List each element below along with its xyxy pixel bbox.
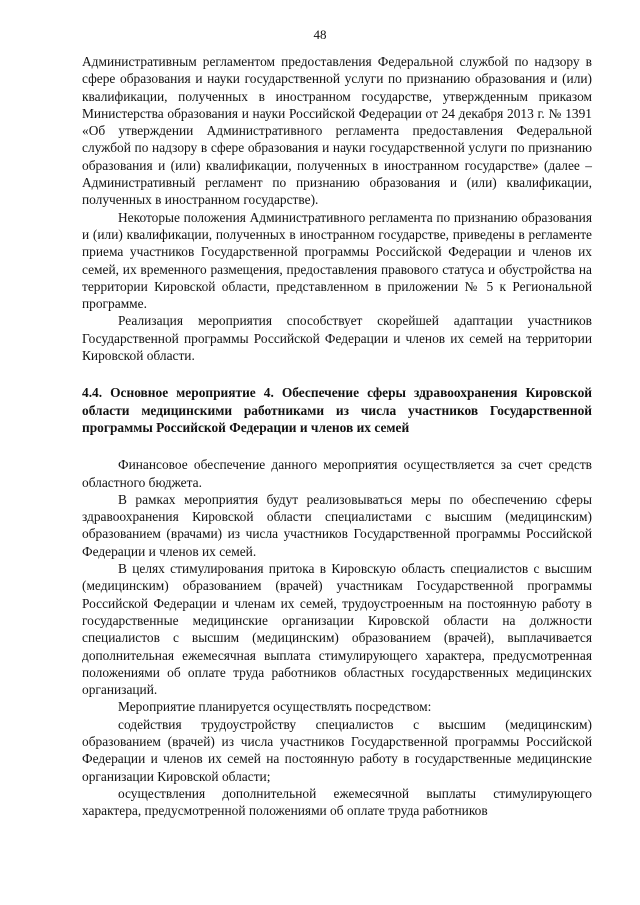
section-heading: 4.4. Основное мероприятие 4. Обеспечение сферы здравоохранения Кировской области медицинскими работниками из числа участников Государственной программы Российской Федерации и членов их семей [82, 385, 592, 435]
paragraph-financing: Финансовое обеспечение данного мероприятия осуществляется за счет средств областного бюджета. [82, 457, 592, 490]
list-item-additional-payment: осуществления дополнительной ежемесячной выплаты стимулирующего характера, предусмотренной положениями об оплате труда работников [82, 785, 592, 819]
paragraph-stimulation: В целях стимулирования притока в Кировскую область специалистов с высшим (медицинским) образованием (врачей) участникам Государственной программы Российской Федерации и членам их семей, трудоустроенным на постоянную работу в государственные медицинские организации Кировской области на должности специалистов с высшим (медицинским) образованием (врачей), выплачивается дополнительная ежемесячная выплата стимулирующего характера, предусмотренная положениями об оплате труда работников областных государственных медицинских организаций. [82, 561, 592, 698]
paragraph-measures: В рамках мероприятия будут реализовываться меры по обеспечению сферы здравоохранения Кировской области специалистами с высшим (медицинским) образованием (врачами) из числа участников Государственной программы Российской Федерации и членов их семей. [82, 491, 592, 559]
paragraph-adaptation: Реализация мероприятия способствует скорейшей адаптации участников Государственной программы Российской Федерации и членов их семей на территории Кировской области. [82, 313, 592, 364]
paragraph-regulation-reference: Административным регламентом предоставления Федеральной службой по надзору в сфере образования и науки государственной услуги по признанию образования и (или) квалификации, полученных в иностранном государстве, утвержденным приказом Министерства образования и науки Российской Федерации от 24 декабря 2013 г. № 1391 «Об утверждении Административного регламента предоставления Федеральной службой по надзору в сфере образования и науки государственной услуги по признанию образования и (или) квалификации, полученных в иностранном государстве» (далее – Административный регламент по признанию образования и (или) квалификации, полученных в иностранном государстве). [82, 54, 592, 208]
document-body [82, 53, 592, 819]
page-number: 48 [313, 27, 327, 42]
paragraph-means: Мероприятие планируется осуществлять посредством: [118, 699, 432, 715]
list-item-employment-assistance: содействия трудоустройству специалистов с высшим (медицинским) образованием (врачей) из числа участников Государственной программы Российской Федерации и членов их семей на постоянную работу в государственные медицинские организации Кировской области; [82, 716, 592, 784]
paragraph-regulation-provisions: Некоторые положения Административного регламента по признанию образования и (или) квалификации, полученных в иностранном государстве, приведены в регламенте приема участников Государственной программы Российской Федерации и членов их семей, их временного размещения, предоставления правового статуса и обустройства на территории Кировской области, представленном в приложении № 5 к Региональной программе. [82, 209, 592, 312]
